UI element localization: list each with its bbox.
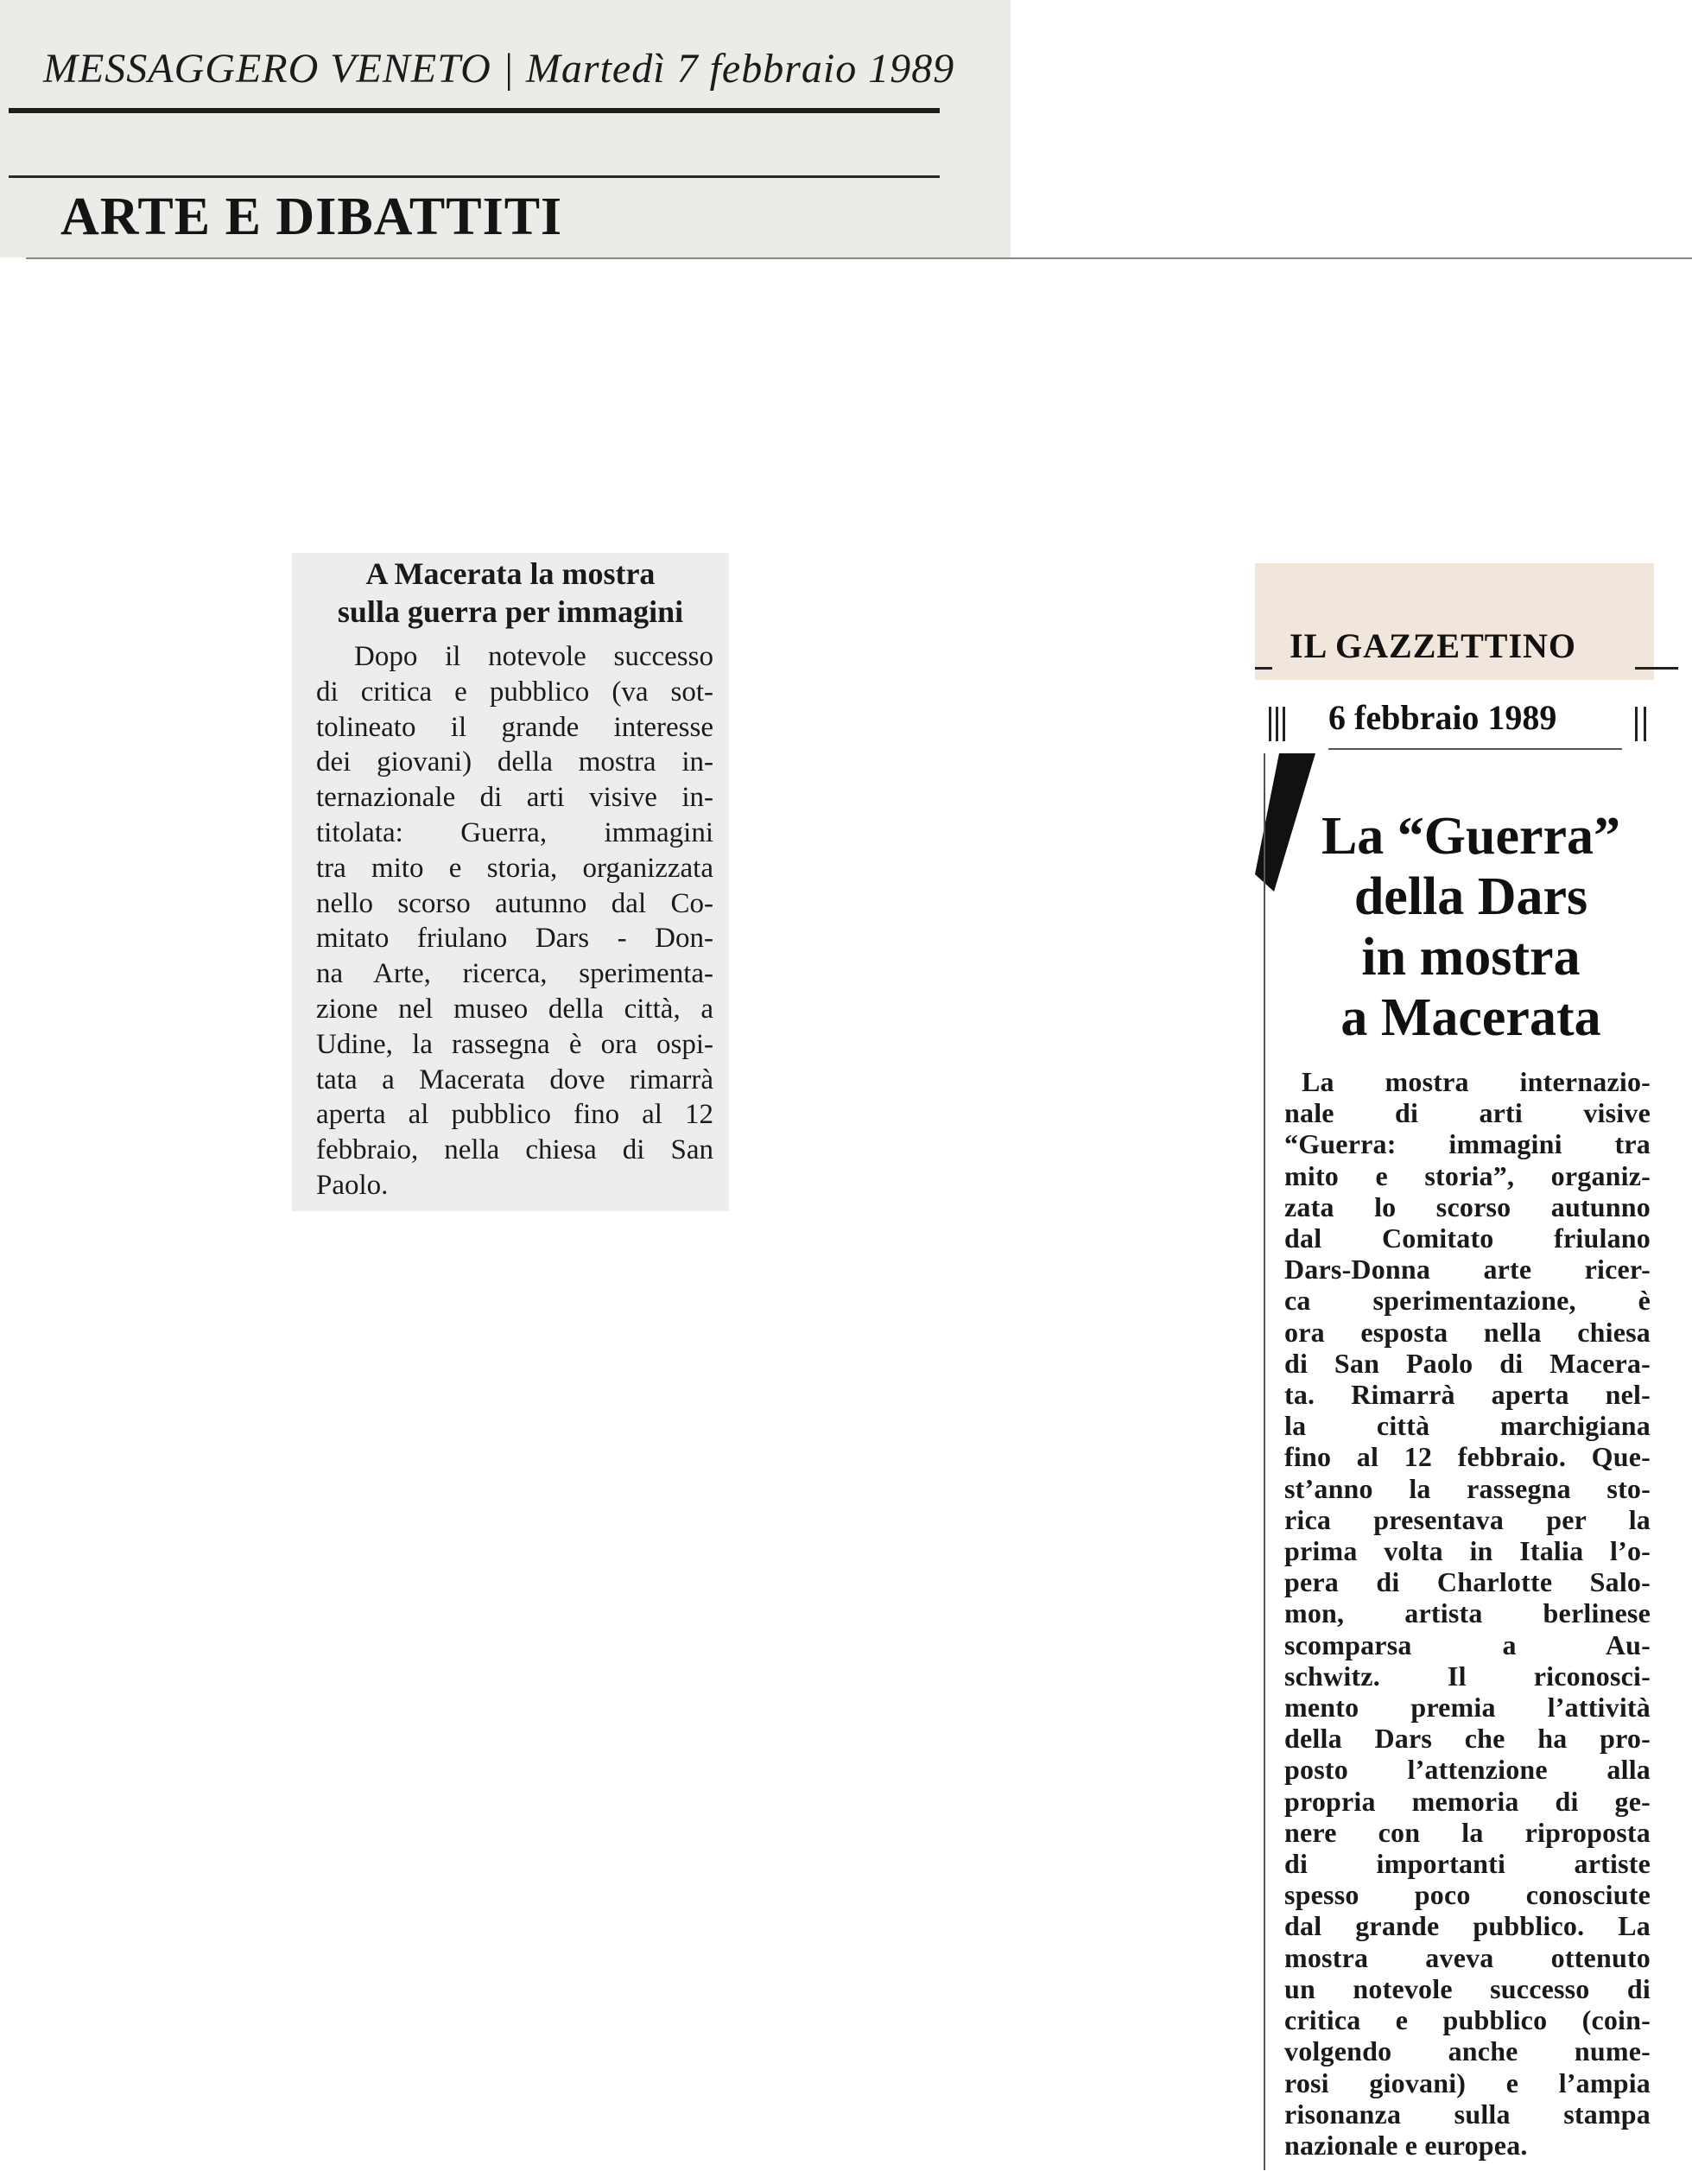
body-line: scomparsa a Au- [1284,1628,1651,1660]
body-line: ora esposta nella chiesa [1284,1316,1651,1348]
body-line: zata lo scorso autunno [1284,1190,1651,1222]
body-line: nere con la riproposta [1284,1816,1651,1848]
body-line: tata a Macerata dove rimarrà [316,1063,713,1095]
body-line: di critica e pubblico (va sot- [316,676,713,708]
body-line: ca sperimentazione, è [1284,1285,1651,1317]
body-line: volgendo anche nume- [1284,2035,1651,2067]
body-line: dal Comitato friulano [1284,1222,1651,1254]
short-article-headline-line: A Macerata la mostra [365,556,656,591]
masthead: MESSAGGERO VENETO | Martedì 7 febbraio 1989 [43,46,955,92]
clipping-border [1264,753,1265,2170]
body-line: schwitz. Il riconosci- [1284,1660,1651,1692]
body-line: posto l’attenzione alla [1284,1754,1651,1786]
body-line: rosi giovani) e l’ampia [1284,2067,1651,2098]
short-article-headline-line: sulla guerra per immagini [337,594,684,629]
article-date: 6 febbraio 1989 [1328,698,1557,737]
body-line: di importanti artiste [1284,1848,1651,1880]
body-line: la città marchigiana [1284,1410,1651,1442]
body-line: zione nel museo della città, a [316,993,713,1025]
body-line: critica e pubblico (coin- [1284,2004,1651,2036]
body-line: titolata: Guerra, immagini [316,816,713,848]
article-title-line: della Dars [1353,867,1588,926]
body-line: di San Paolo di Macera- [1284,1347,1651,1379]
name-rule [1255,667,1272,670]
section-rule [9,175,940,178]
article-title-line: in mostra [1361,928,1581,987]
body-line: febbraio, nella chiesa di San [316,1134,713,1166]
newspaper-name: IL GAZZETTINO [1290,626,1577,665]
body-line: Udine, la rassegna è ora ospi- [316,1028,713,1060]
body-line: Dopo il notevole successo [354,641,713,672]
body-line: propria memoria di ge- [1284,1785,1651,1817]
name-rule [1635,667,1678,670]
body-line: risonanza sulla stampa [1284,2098,1651,2130]
body-line: tra mito e storia, organizzata [316,852,713,884]
page-divider [26,257,1692,259]
body-line: prima volta in Italia l’o- [1284,1535,1651,1567]
body-line: dal grande pubblico. La [1284,1910,1651,1942]
body-line: Dars-Donna arte ricer- [1284,1254,1651,1286]
body-line: rica presentava per la [1284,1503,1651,1535]
body-line: fino al 12 febbraio. Que- [1284,1441,1651,1473]
masthead-rule [9,108,940,113]
body-line: mento premia l’attività [1284,1692,1651,1724]
body-line: st’anno la rassegna sto- [1284,1472,1651,1504]
body-line: ta. Rimarrà aperta nel- [1284,1379,1651,1411]
body-line: mon, artista berlinese [1284,1597,1651,1629]
date-bars-right-icon [1632,703,1652,745]
section-title: ARTE E DIBATTITI [60,187,563,246]
body-line: nazionale e europea. [1284,2129,1528,2161]
body-line: pera di Charlotte Salo- [1284,1566,1651,1598]
body-line: “Guerra: immagini tra [1284,1128,1651,1160]
gazzettino-clipping [1255,563,1678,2172]
short-article-body [316,639,713,1203]
article-title-line: La “Guerra” [1321,807,1621,866]
body-line: nale di arti visive [1284,1097,1651,1129]
body-line: mitato friulano Dars - Don- [316,923,713,955]
gazzettino-body [1284,1066,1651,2161]
body-line: mito e storia”, organiz- [1284,1159,1651,1191]
body-line: ternazionale di arti visive in- [316,782,713,814]
body-line: della Dars che ha pro- [1284,1723,1651,1755]
body-line: La mostra internazio- [1302,1066,1651,1097]
body-line: spesso poco conosciute [1284,1879,1651,1911]
date-underline [1328,748,1622,750]
body-line: tolineato il grande interesse [316,711,713,743]
header-clipping [0,0,1011,257]
date-bars-left-icon [1267,703,1305,745]
body-line: Paolo. [316,1169,389,1201]
body-line: na Arte, ricerca, sperimenta- [316,958,713,990]
short-article-clipping [292,553,729,1211]
body-line: nello scorso autunno dal Co- [316,887,713,919]
article-title-line: a Macerata [1340,988,1601,1047]
body-line: un notevole successo di [1284,1972,1651,2004]
body-line: mostra aveva ottenuto [1284,1941,1651,1973]
body-line: aperta al pubblico fino al 12 [316,1099,713,1131]
body-line: dei giovani) della mostra in- [316,746,713,778]
